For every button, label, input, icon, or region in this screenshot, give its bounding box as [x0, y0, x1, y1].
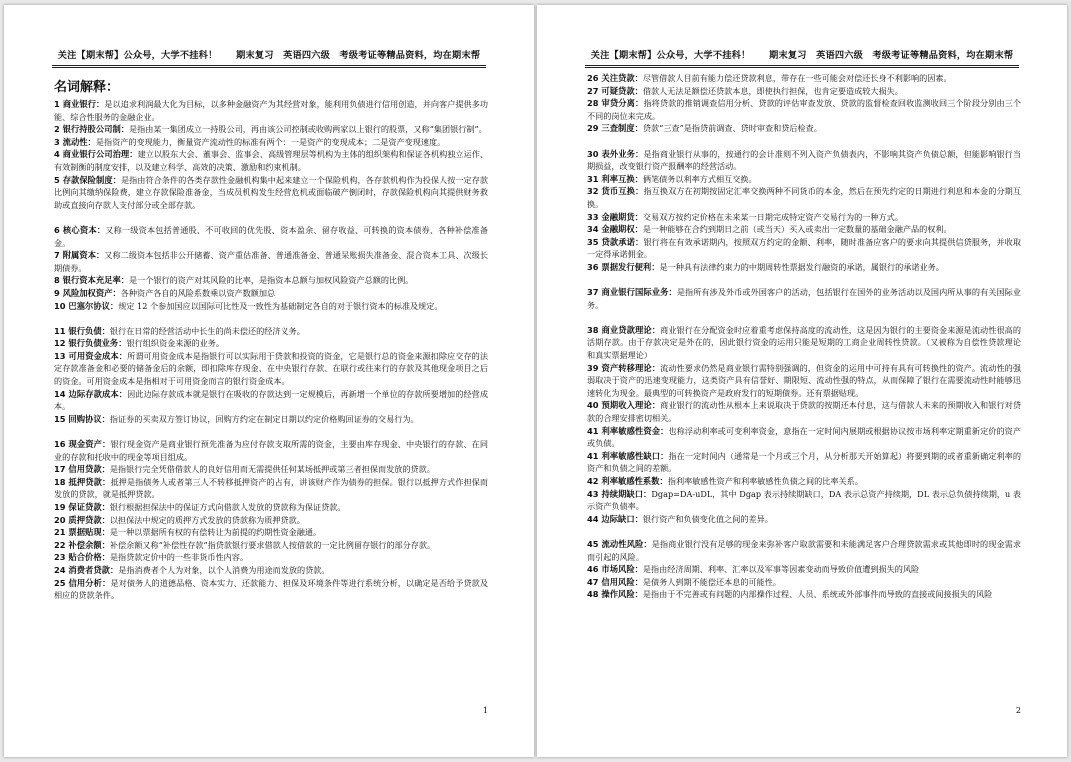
entry-definition: Dgap=DA-uDL，其中 Dgap 表示持续期缺口，DA 表示总资产持续期，DL 表示总负债持续期，u 表示资产负债率。 [587, 488, 1021, 512]
paragraph-spacer [587, 274, 1021, 287]
glossary-entry [587, 223, 1021, 236]
entry-term: 39 资产转移理论： [587, 362, 661, 373]
glossary-entry [587, 261, 1021, 274]
entry-term: 19 保证贷款： [54, 502, 110, 512]
entry-definition: 银行根据担保法中的保证方式向借款人发放的贷款称为保证贷款。 [109, 502, 346, 512]
glossary-entry [54, 514, 488, 527]
glossary-entry [587, 475, 1021, 488]
glossary-entry [587, 563, 1021, 576]
entry-term: 32 货币互换： [587, 186, 644, 197]
paragraph-spacer [587, 525, 1021, 538]
glossary-entry [587, 97, 1021, 122]
glossary-entry [54, 577, 488, 602]
page-body [54, 73, 488, 602]
glossary-entry [54, 249, 488, 274]
entry-term: 30 表外业务： [587, 148, 644, 159]
entry-definition: 是指由某一集团成立一持股公司，再由该公司控制或收购两家以上银行的股票，又称“集团银行制”。 [129, 124, 487, 135]
entry-definition: 建立以股东大会、董事会、监事会、高级管理层等机构为主体的组织架构和保证各机构独立运作、有效制衡的制度安排，以及建立科学、高效的决策、激励和约束机制。 [54, 149, 488, 172]
entry-term: 10 巴塞尔协议： [54, 300, 119, 311]
entry-term: 25 信用分析： [54, 577, 111, 588]
entry-term: 5 存款保险制度： [54, 174, 121, 185]
entry-definition: 是对债务人的道德品格、资本实力、还款能力、担保及环境条件等进行系统分析，以确定是否给予贷款及相应的贷款条件。 [54, 577, 488, 601]
glossary-entry [587, 211, 1021, 224]
entry-definition: 商业银行的流动性从根本上来说取决于贷款的按期还本付息，这与借款人未来的预期收入和银行对贷款的合理安排密切相关。 [587, 400, 1021, 424]
entry-definition: 是指银行完全凭借借款人的良好信用而无需提供任何某场抵押或第三者担保而发放的贷款。 [109, 464, 435, 475]
entry-list [587, 72, 1021, 601]
paragraph-spacer [587, 311, 1021, 324]
header-rule [585, 65, 1019, 66]
glossary-entry [54, 148, 488, 173]
header-rule [585, 67, 1019, 68]
entry-term: 46 市场风险： [587, 564, 643, 575]
glossary-entry [587, 122, 1021, 135]
paragraph-spacer [54, 312, 488, 325]
glossary-entry [54, 136, 488, 149]
entry-term: 1 商业银行： [54, 99, 105, 109]
entry-definition: 指在一定时间内（通常是一个月或三个月，从分析那天开始算起）将要到期的或者重新确定利率的资产和负债之间的差额。 [587, 450, 1021, 474]
glossary-entry [587, 576, 1021, 589]
entry-term: 41 利率敏感性缺口： [587, 450, 669, 461]
entry-definition: 是一种能够在合约到期日之前（或当天）买入或卖出一定数量的基础金融产品的权利。 [642, 224, 952, 235]
page-number: 1 [482, 706, 488, 715]
entry-definition: 是指由符合条件的各类存款性金融机构集中起来建立一个保险机构，各存款机构作为投保人按一定存款比例向其缴纳保险费，建立存款保险准备金，当成员机构发生经营危机或面临破产倒闭时，存款保险机构向其提供财务救助或直接向存款人支付部分或全部存款。 [54, 174, 488, 210]
entry-definition: 银行组织资金来源的业务。 [126, 338, 225, 349]
entry-definition: 交易双方按约定价格在未来某一日期完成特定资产交易行为的一种方式。 [642, 211, 903, 222]
entry-term: 18 抵押贷款： [54, 476, 111, 487]
document-page-2 [537, 5, 1067, 757]
entry-term: 9 风险加权资产： [54, 287, 121, 298]
entry-term: 4 商业银行公司治理： [54, 149, 138, 160]
entry-term: 23 贴合价格： [54, 552, 110, 563]
entry-term: 35 贷款承诺： [587, 236, 644, 247]
entry-term: 13 可用资金成本： [54, 350, 128, 361]
glossary-entry [587, 85, 1021, 98]
entry-term: 36 票据发行便利： [587, 261, 660, 272]
entry-definition: 又称一级资本包括普通股、不可收回的优先股、资本盈余、留存收益、可转换的资本债券、各种补偿准备金。 [54, 224, 488, 248]
entry-definition: 是以追求利润最大化为目标，以多种金融资产为其经营对象，能利用负债进行信用创造，并向客户提供多功能、综合性服务的金融企业。 [54, 99, 488, 122]
entry-term: 45 流动性风险： [587, 538, 652, 549]
entry-term: 26 关注贷款： [587, 73, 643, 83]
glossary-entry [587, 72, 1021, 85]
glossary-entry [54, 413, 488, 426]
entry-term: 14 边际存款成本： [54, 388, 128, 399]
entry-definition: 是指由于不完善或有问题的内部操作过程、人员、系统或外部事件而导致的直接或间接损失的风险 [642, 589, 993, 600]
glossary-entry [54, 388, 488, 413]
entry-term: 47 信用风险： [587, 576, 643, 587]
glossary-entry [54, 274, 488, 287]
page-header: 关注【期末帮】公众号，大学不挂科！ 期末复习 英语四六级 考级考证等精品资料，均在期末帮 [590, 50, 1014, 61]
entry-term: 6 核心资本： [54, 224, 106, 235]
glossary-entry [54, 224, 488, 249]
glossary-entry [54, 463, 488, 476]
glossary-entry [54, 325, 488, 338]
entry-definition: 补偿余额又称“补偿性存款”指贷款银行要求借款人按借款的一定比例留存银行的部分存款。 [109, 539, 436, 550]
entry-definition: 是指由经济周期、利率、汇率以及军事等因素变动而导致价值遭到损失的风险 [642, 564, 920, 575]
entry-definition: 贷款“三查”是指贷前调查、贷时审查和贷后检查。 [642, 123, 822, 134]
document-page-1 [4, 5, 534, 757]
entry-definition: 银行资产和负债变化值之间的差异。 [642, 513, 773, 524]
entry-term: 16 现金资产： [54, 439, 111, 450]
paragraph-spacer [587, 135, 1021, 148]
entry-term: 28 审贷分离： [587, 98, 644, 109]
section-title: 名词解释： [54, 80, 120, 95]
entry-term: 21 票据贴现： [54, 527, 110, 538]
entry-term: 37 商业银行国际业务： [587, 287, 677, 298]
entry-term: 22 补偿余额： [54, 539, 110, 550]
entry-definition: 借款人无法足额偿还贷款本息，即使执行担保，也肯定要造成较大损失。 [642, 85, 903, 96]
entry-term: 7 附属资本： [54, 250, 105, 261]
paragraph-spacer [54, 425, 488, 438]
entry-definition: 是指所有涉及外币或外国客户的活动，包括银行在国外的业务活动以及国内所从事的有关国际业务。 [587, 287, 1021, 310]
entry-term: 11 银行负债： [54, 325, 110, 336]
glossary-entry [54, 337, 488, 350]
entry-term: 42 利率敏感性系数： [587, 476, 668, 486]
glossary-entry [54, 526, 488, 539]
entry-term: 44 边际缺口： [587, 513, 643, 524]
entry-term: 41 利率敏感性资金： [587, 425, 669, 436]
entry-definition: 流动性要求仍然是商业银行需特别强调的，但资金的运用中可持有具有可转换性的资产。流动性的强弱取决于资产的迅速变现能力，这类资产具有信誉好、期限短、流动性强的特点，从而保障了银行在需要流动性时能够迅速转化为现金。最典型的可转换资产是政府发行的短期债券。还有票据贴现。 [587, 362, 1021, 398]
entry-definition: 是一种以票据所有权的有偿转让为前提的约期性资金融通。 [109, 527, 322, 538]
glossary-entry [54, 564, 488, 577]
glossary-entry [587, 148, 1021, 173]
page-header: 关注【期末帮】公众号，大学不挂科！ 期末复习 英语四六级 考级考证等精品资料，均在期末帮 [57, 50, 481, 61]
entry-definition: 银行将在有效承诺期内，按照双方约定的金额、利率，随时准备应客户的要求向其提供信贷服务，并收取一定得承诺佣金。 [587, 236, 1021, 260]
glossary-entry [587, 588, 1021, 601]
entry-term: 8 银行资本充足率： [54, 275, 130, 286]
glossary-entry [54, 300, 488, 313]
entry-term: 40 预期收入理论： [587, 400, 661, 411]
glossary-entry [587, 362, 1021, 400]
entry-term: 29 三查制度： [587, 123, 643, 134]
entry-term: 27 可疑贷款： [587, 85, 643, 96]
entry-definition: 是指商业银行从事的，按通行的会计准则不列入资产负债表内，不影响其资产负债总额，但能影响银行当期损益，改变银行资产报酬率的经营活动。 [587, 148, 1021, 172]
entry-definition: 指互换双方在初期按固定汇率交换两种不同货币的本金，然后在预先约定的日期进行利息和本金的分期互换。 [587, 186, 1021, 209]
glossary-entry [54, 438, 488, 463]
glossary-entry [54, 476, 488, 501]
entry-term: 33 金融期货： [587, 211, 643, 222]
entry-term: 12 银行负债业务： [54, 338, 127, 349]
entry-definition: 是指商业银行没有足够的现金来弥补客户取款需要和未能满足客户合理贷款需求或其他即时的现金需求而引起的风险。 [587, 538, 1021, 562]
entry-term: 3 流动性： [54, 136, 96, 147]
page-body [587, 72, 1021, 601]
glossary-entry [54, 350, 488, 388]
entry-term: 38 商业贷款理论： [587, 324, 661, 335]
entry-definition: 是指消费者个人为对象，以个人消费为用途而发放的贷款。 [118, 564, 330, 575]
entry-term: 43 持续期缺口： [587, 488, 652, 499]
entry-definition: 尽管借款人目前有能力偿还贷款利息，带存在一些可能会对偿还长身不利影响的因素。 [642, 73, 952, 83]
glossary-entry [587, 450, 1021, 475]
entry-definition: 是指贷款定价中的一些非货币性内容。 [109, 552, 249, 563]
glossary-entry [587, 236, 1021, 261]
entry-definition: 是一种具有法律约束力的中期周转性票据发行融资的承诺，属银行的承诺业务。 [659, 261, 944, 272]
glossary-entry [587, 488, 1021, 513]
glossary-entry [587, 538, 1021, 563]
glossary-entry [587, 173, 1021, 186]
glossary-entry [587, 185, 1021, 210]
glossary-entry [587, 513, 1021, 526]
entry-definition: 是指资产的变现能力，衡量资产流动性的标准有两个：一是资产的变现成本；二是资产变现速度。 [95, 136, 446, 147]
glossary-entry [587, 324, 1021, 362]
entry-definition: 抵押是指债务人或者第三人不转移抵押资产的占有，讲该财产作为债券的担保。银行以抵押方式作担保而发放的贷款，就是抵押贷款。 [54, 476, 488, 500]
glossary-entry [54, 123, 488, 136]
entry-definition: 又称二级资本包括非公开储蓄、资产重估准备、普通准备金、普通呆账损失准备金、混合资本工具、次级长期债券。 [54, 250, 488, 273]
glossary-entry [54, 287, 488, 300]
entry-definition: 俩笔债务以利率方式相互交换。 [642, 173, 757, 184]
entry-definition: 银行现金资产是商业银行预先准备为应付存款支取所需的资金，主要由库存现金、中央银行的存款、在同业的存款和托收中的现金等项目组成。 [54, 439, 488, 462]
entry-definition: 各种资产各自的风险系数乘以资产数额加总 [120, 287, 276, 298]
entry-definition: 也称浮动利率或可变利率资金，意指在一定时间内展期或根据协议按市场利率定期重新定价的资产或负债。 [587, 425, 1021, 449]
entry-term: 20 质押贷款： [54, 514, 110, 525]
paragraph-spacer [54, 211, 488, 224]
glossary-entry [54, 174, 488, 212]
header-rule [52, 67, 486, 68]
entry-definition: 指证券的买卖双方签订协议，回购方约定在制定日期以约定价格购回证券的交易行为。 [109, 413, 419, 424]
glossary-entry [54, 501, 488, 514]
entry-term: 31 利率互换： [587, 173, 643, 184]
page-number: 2 [1015, 706, 1021, 715]
header-rule [52, 65, 486, 66]
entry-definition: 所谓可用资金成本是指银行可以实际用于贷款和投资的资金，它是银行总的资金来源扣除应交存的法定存款准备金和必要的储备金后的余额，即扣除库存现金、在中央银行存款、在联行或往来行的存款及其他现金项目之后的资金。可用资金成本是指相对于可用资金而言的银行资金成本。 [54, 350, 488, 387]
glossary-entry [54, 539, 488, 552]
entry-definition: 以担保法中规定的质押方式发放的贷款称为质押贷款。 [109, 514, 305, 525]
entry-list [54, 98, 488, 602]
entry-term: 34 金融期权： [587, 224, 643, 235]
entry-definition: 指将贷款的推销调查信用分析、贷款的评估审查发放、贷款的监督检查回收监测收回三个阶段分别由三个不同的岗位来完成。 [587, 98, 1021, 121]
entry-term: 2 银行持股公司制： [54, 124, 130, 135]
entry-definition: 是债务人到期不能偿还本息的可能性。 [642, 576, 782, 587]
entry-term: 15 回购协议： [54, 413, 110, 424]
entry-definition: 因此边际存款成本就是银行在吸收的存款达到一定规模后，再新增一个单位的存款所要增加的经营成本。 [54, 388, 488, 412]
entry-term: 17 信用贷款： [54, 464, 110, 475]
entry-definition: 规定 12 个参加国应以国际可比性及一致性为基础制定各自的对于银行资本的标准及规定。 [118, 300, 443, 311]
glossary-entry [587, 286, 1021, 311]
glossary-entry [587, 425, 1021, 450]
entry-definition: 是一个银行的资产对其风险的比率，是指资本总额与加权风险资产总额的比例。 [129, 275, 414, 286]
glossary-entry [54, 98, 488, 123]
entry-definition: 商业银行在分配资金时应着重考虑保持高度的流动性，这是因为银行的主要资金来源是流动性很高的活期存款。由于存款决定是外在的，因此银行资金的运用只能是短期的工商企业周转性贷款。（又被称为自偿性贷款理论和真实票据理论） [587, 324, 1021, 361]
entry-definition: 银行在日常的经营活动中长生的尚未偿还的经济义务。 [109, 325, 305, 336]
glossary-entry [587, 399, 1021, 424]
glossary-entry [54, 551, 488, 564]
entry-term: 24 消费者贷款： [54, 564, 119, 575]
entry-definition: 指利率敏感性资产和利率敏感性负债之间的比率关系。 [667, 476, 863, 486]
entry-term: 48 操作风险： [587, 589, 643, 600]
